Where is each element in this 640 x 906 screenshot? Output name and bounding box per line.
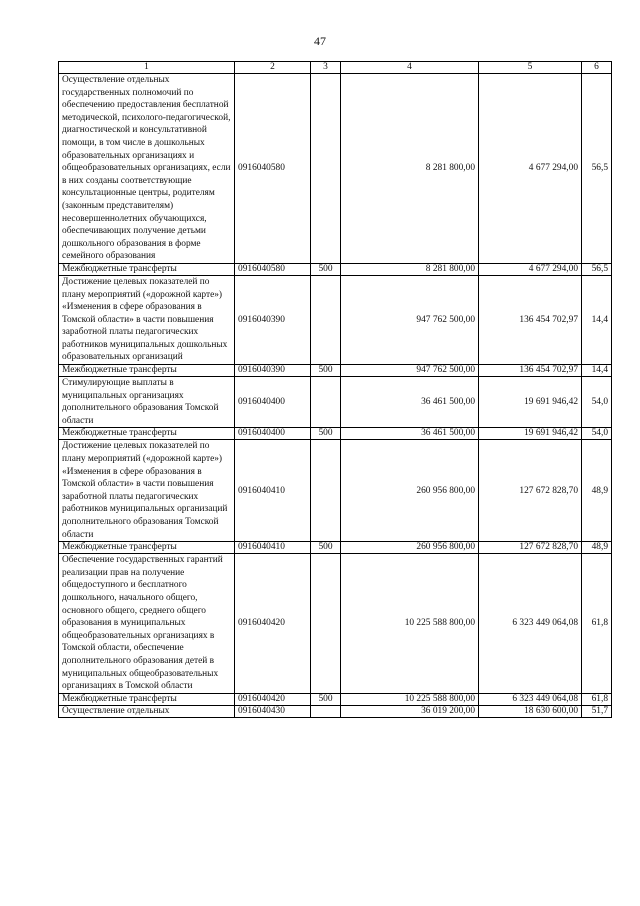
row-percent: 14,4 bbox=[582, 365, 612, 377]
row-fact: 127 672 828,70 bbox=[479, 440, 582, 542]
row-plan: 36 461 500,00 bbox=[341, 377, 479, 428]
row-fact: 19 691 946,42 bbox=[479, 428, 582, 440]
table-row bbox=[59, 428, 612, 440]
row-plan: 10 225 588 800,00 bbox=[341, 693, 479, 705]
row-percent: 61,8 bbox=[582, 693, 612, 705]
row-name: Достижение целевых показателей по плану мероприятий («дорожной карте») «Изменения в сфере образования в Томской области» в части повышения заработной платы педагогических работников муниципальных дошкольных образовательных организаций bbox=[59, 275, 235, 364]
row-fact: 6 323 449 064,08 bbox=[479, 554, 582, 694]
row-name: Обеспечение государственных гарантий реализации прав на получение общедоступного и бесплатного дошкольного, начального общего, основного общего, среднего общего образования в муниципальных общеобразовательных организациях в Томской области, обеспечение дополнительного образования детей в муниципальных общеобразовательных организациях в Томской области bbox=[59, 554, 235, 694]
table-row bbox=[59, 263, 612, 275]
column-header-1: 1 bbox=[59, 62, 235, 74]
table-row bbox=[59, 377, 612, 428]
row-code: 0916040430 bbox=[235, 705, 311, 717]
row-type bbox=[311, 275, 341, 364]
row-plan: 36 019 200,00 bbox=[341, 705, 479, 717]
row-percent: 54,0 bbox=[582, 428, 612, 440]
row-plan: 10 225 588 800,00 bbox=[341, 554, 479, 694]
row-code: 0916040410 bbox=[235, 440, 311, 542]
row-type bbox=[311, 377, 341, 428]
row-code: 0916040420 bbox=[235, 693, 311, 705]
table-row bbox=[59, 705, 612, 717]
row-fact: 4 677 294,00 bbox=[479, 263, 582, 275]
row-percent: 48,9 bbox=[582, 542, 612, 554]
row-name: Осуществление отдельных государственных полномочий по обеспечению предоставления бесплатной методической, психолого-педагогической, диагностической и консультативной помощи, в том числе в дошкольных образовательных организациях и общеобразовательных организациях, если в них созданы соответствующие консультационные центры, родителям (законным представителям) несовершеннолетних обучающихся, обеспечивающих получение детьми дошкольного образования в форме семейного образования bbox=[59, 74, 235, 264]
budget-table bbox=[58, 61, 612, 718]
row-type: 500 bbox=[311, 542, 341, 554]
row-percent: 14,4 bbox=[582, 275, 612, 364]
row-type bbox=[311, 554, 341, 694]
row-plan: 36 461 500,00 bbox=[341, 428, 479, 440]
row-code: 0916040410 bbox=[235, 542, 311, 554]
column-header-5: 5 bbox=[479, 62, 582, 74]
row-type: 500 bbox=[311, 428, 341, 440]
row-fact: 18 630 600,00 bbox=[479, 705, 582, 717]
row-type: 500 bbox=[311, 365, 341, 377]
row-fact: 136 454 702,97 bbox=[479, 365, 582, 377]
row-plan: 8 281 800,00 bbox=[341, 263, 479, 275]
row-percent: 51,7 bbox=[582, 705, 612, 717]
row-code: 0916040390 bbox=[235, 365, 311, 377]
row-name: Межбюджетные трансферты bbox=[59, 542, 235, 554]
row-plan: 8 281 800,00 bbox=[341, 74, 479, 264]
row-code: 0916040580 bbox=[235, 74, 311, 264]
table-row bbox=[59, 275, 612, 364]
row-code: 0916040580 bbox=[235, 263, 311, 275]
row-fact: 19 691 946,42 bbox=[479, 377, 582, 428]
row-name: Достижение целевых показателей по плану мероприятий («дорожной карте») «Изменения в сфере образования в Томской области» в части повышения заработной платы педагогических работников муниципальных организаций дополнительного образования Томской области bbox=[59, 440, 235, 542]
row-plan: 260 956 800,00 bbox=[341, 542, 479, 554]
row-name: Межбюджетные трансферты bbox=[59, 428, 235, 440]
column-header-4: 4 bbox=[341, 62, 479, 74]
row-name: Межбюджетные трансферты bbox=[59, 693, 235, 705]
row-code: 0916040400 bbox=[235, 377, 311, 428]
column-header-6: 6 bbox=[582, 62, 612, 74]
table-row bbox=[59, 542, 612, 554]
row-fact: 6 323 449 064,08 bbox=[479, 693, 582, 705]
header-row bbox=[59, 62, 612, 74]
row-name: Осуществление отдельных bbox=[59, 705, 235, 717]
table-row bbox=[59, 74, 612, 264]
table-row bbox=[59, 440, 612, 542]
row-plan: 947 762 500,00 bbox=[341, 275, 479, 364]
row-percent: 56,5 bbox=[582, 263, 612, 275]
column-header-2: 2 bbox=[235, 62, 311, 74]
row-type: 500 bbox=[311, 263, 341, 275]
row-plan: 260 956 800,00 bbox=[341, 440, 479, 542]
row-fact: 136 454 702,97 bbox=[479, 275, 582, 364]
table-row bbox=[59, 693, 612, 705]
row-code: 0916040400 bbox=[235, 428, 311, 440]
row-percent: 48,9 bbox=[582, 440, 612, 542]
row-percent: 54,0 bbox=[582, 377, 612, 428]
row-name: Межбюджетные трансферты bbox=[59, 263, 235, 275]
row-type bbox=[311, 705, 341, 717]
row-type: 500 bbox=[311, 693, 341, 705]
row-percent: 56,5 bbox=[582, 74, 612, 264]
row-percent: 61,8 bbox=[582, 554, 612, 694]
table-row bbox=[59, 365, 612, 377]
table-row bbox=[59, 554, 612, 694]
row-plan: 947 762 500,00 bbox=[341, 365, 479, 377]
row-type bbox=[311, 440, 341, 542]
row-fact: 127 672 828,70 bbox=[479, 542, 582, 554]
page-number: 47 bbox=[314, 34, 326, 48]
row-code: 0916040390 bbox=[235, 275, 311, 364]
column-header-3: 3 bbox=[311, 62, 341, 74]
row-name: Стимулирующие выплаты в муниципальных организациях дополнительного образования Томской области bbox=[59, 377, 235, 428]
row-name: Межбюджетные трансферты bbox=[59, 365, 235, 377]
row-fact: 4 677 294,00 bbox=[479, 74, 582, 264]
row-type bbox=[311, 74, 341, 264]
row-code: 0916040420 bbox=[235, 554, 311, 694]
